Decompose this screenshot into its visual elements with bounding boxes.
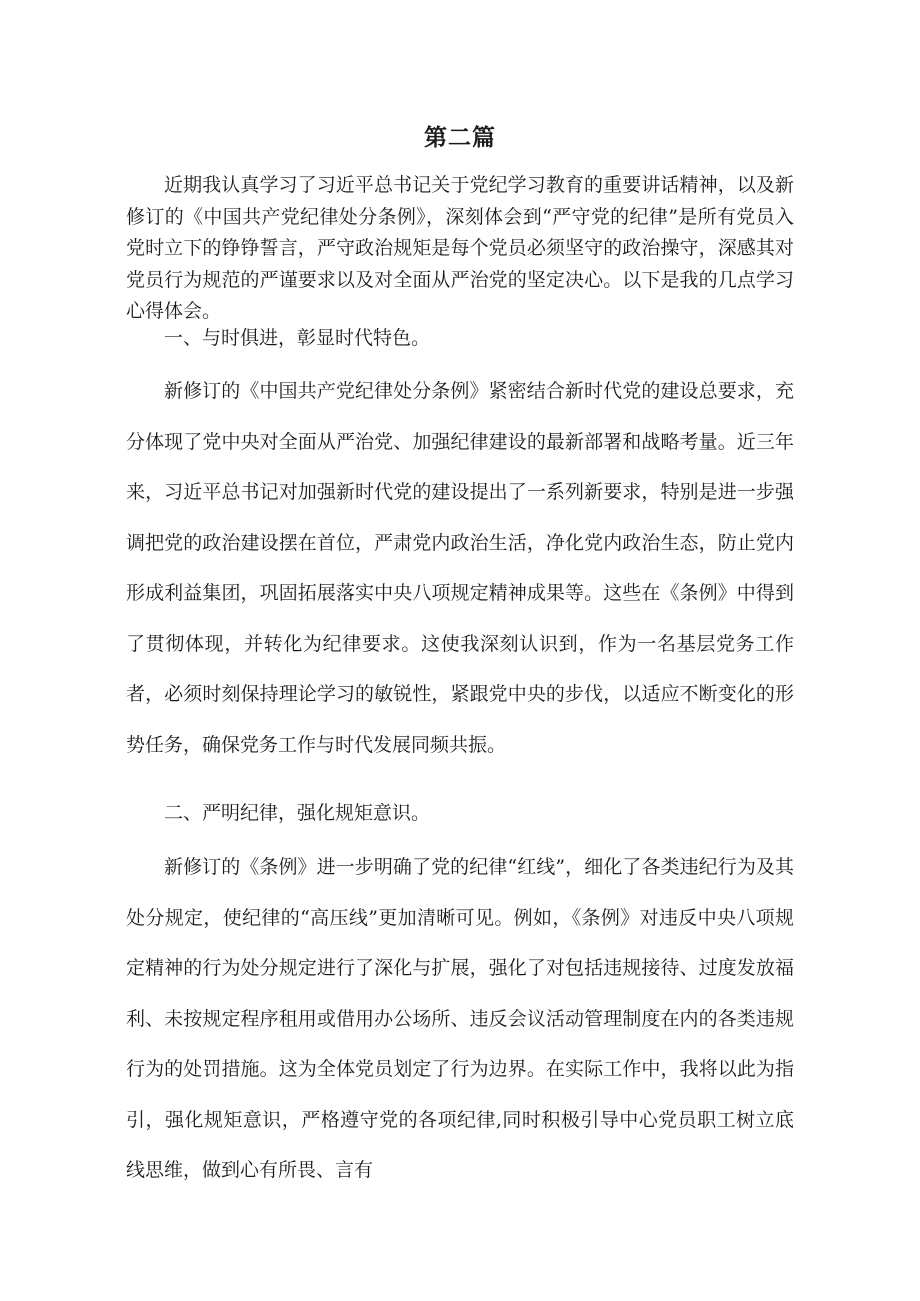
page-title: 第二篇 bbox=[424, 125, 496, 151]
section-2-paragraph: 新修订的《条例》进一步明确了党的纪律“红线”，细化了各类违纪行为及其处分规定，使纪律的“高压线”更加清晰可见。例如，《条例》对违反中央八项规定精神的行为处分规定进行了深化与扩展，强化了对包括违规接待、过度发放福利、未按规定程序租用或借用办公场所、违反会议活动管理制度在内的各类违规行为的处罚措施。这为全体党员划定了行为边界。在实际工作中，我将以此为指引，强化规矩意识，严格遵守党的各项纪律,同时积极引导中心党员职工树立底线思维，做到心有所畏、言有 bbox=[126, 856, 794, 1181]
section-2-heading: 二、严明纪律，强化规矩意识。 bbox=[164, 802, 431, 824]
section-1-paragraph: 新修订的《中国共产党纪律处分条例》紧密结合新时代党的建设总要求，充分体现了党中央对全面从严治党、加强纪律建设的最新部署和战略考量。近三年来，习近平总书记对加强新时代党的建设提出了一系列新要求，特别是进一步强调把党的政治建设摆在首位，严肃党内政治生活，净化党内政治生态，防止党内形成利益集团，巩固拓展落实中央八项规定精神成果等。这些在《条例》中得到了贯彻体现，并转化为纪律要求。这使我深刻认识到，作为一名基层党务工作者，必须时刻保持理论学习的敏锐性，紧跟党中央的步伐，以适应不断变化的形势任务，确保党务工作与时代发展同频共振。 bbox=[126, 380, 794, 756]
intro-paragraph: 近期我认真学习了习近平总书记关于党纪学习教育的重要讲话精神，以及新修订的《中国共产党纪律处分条例》，深刻体会到“严守党的纪律”是所有党员入党时立下的铮铮誓言，严守政治规矩是每个党员必须坚守的政治操守，深感其对党员行为规范的严谨要求以及对全面从严治党的坚定决心。以下是我的几点学习心得体会。 bbox=[126, 174, 794, 322]
section-1-heading: 一、与时俱进，彰显时代特色。 bbox=[164, 327, 431, 349]
